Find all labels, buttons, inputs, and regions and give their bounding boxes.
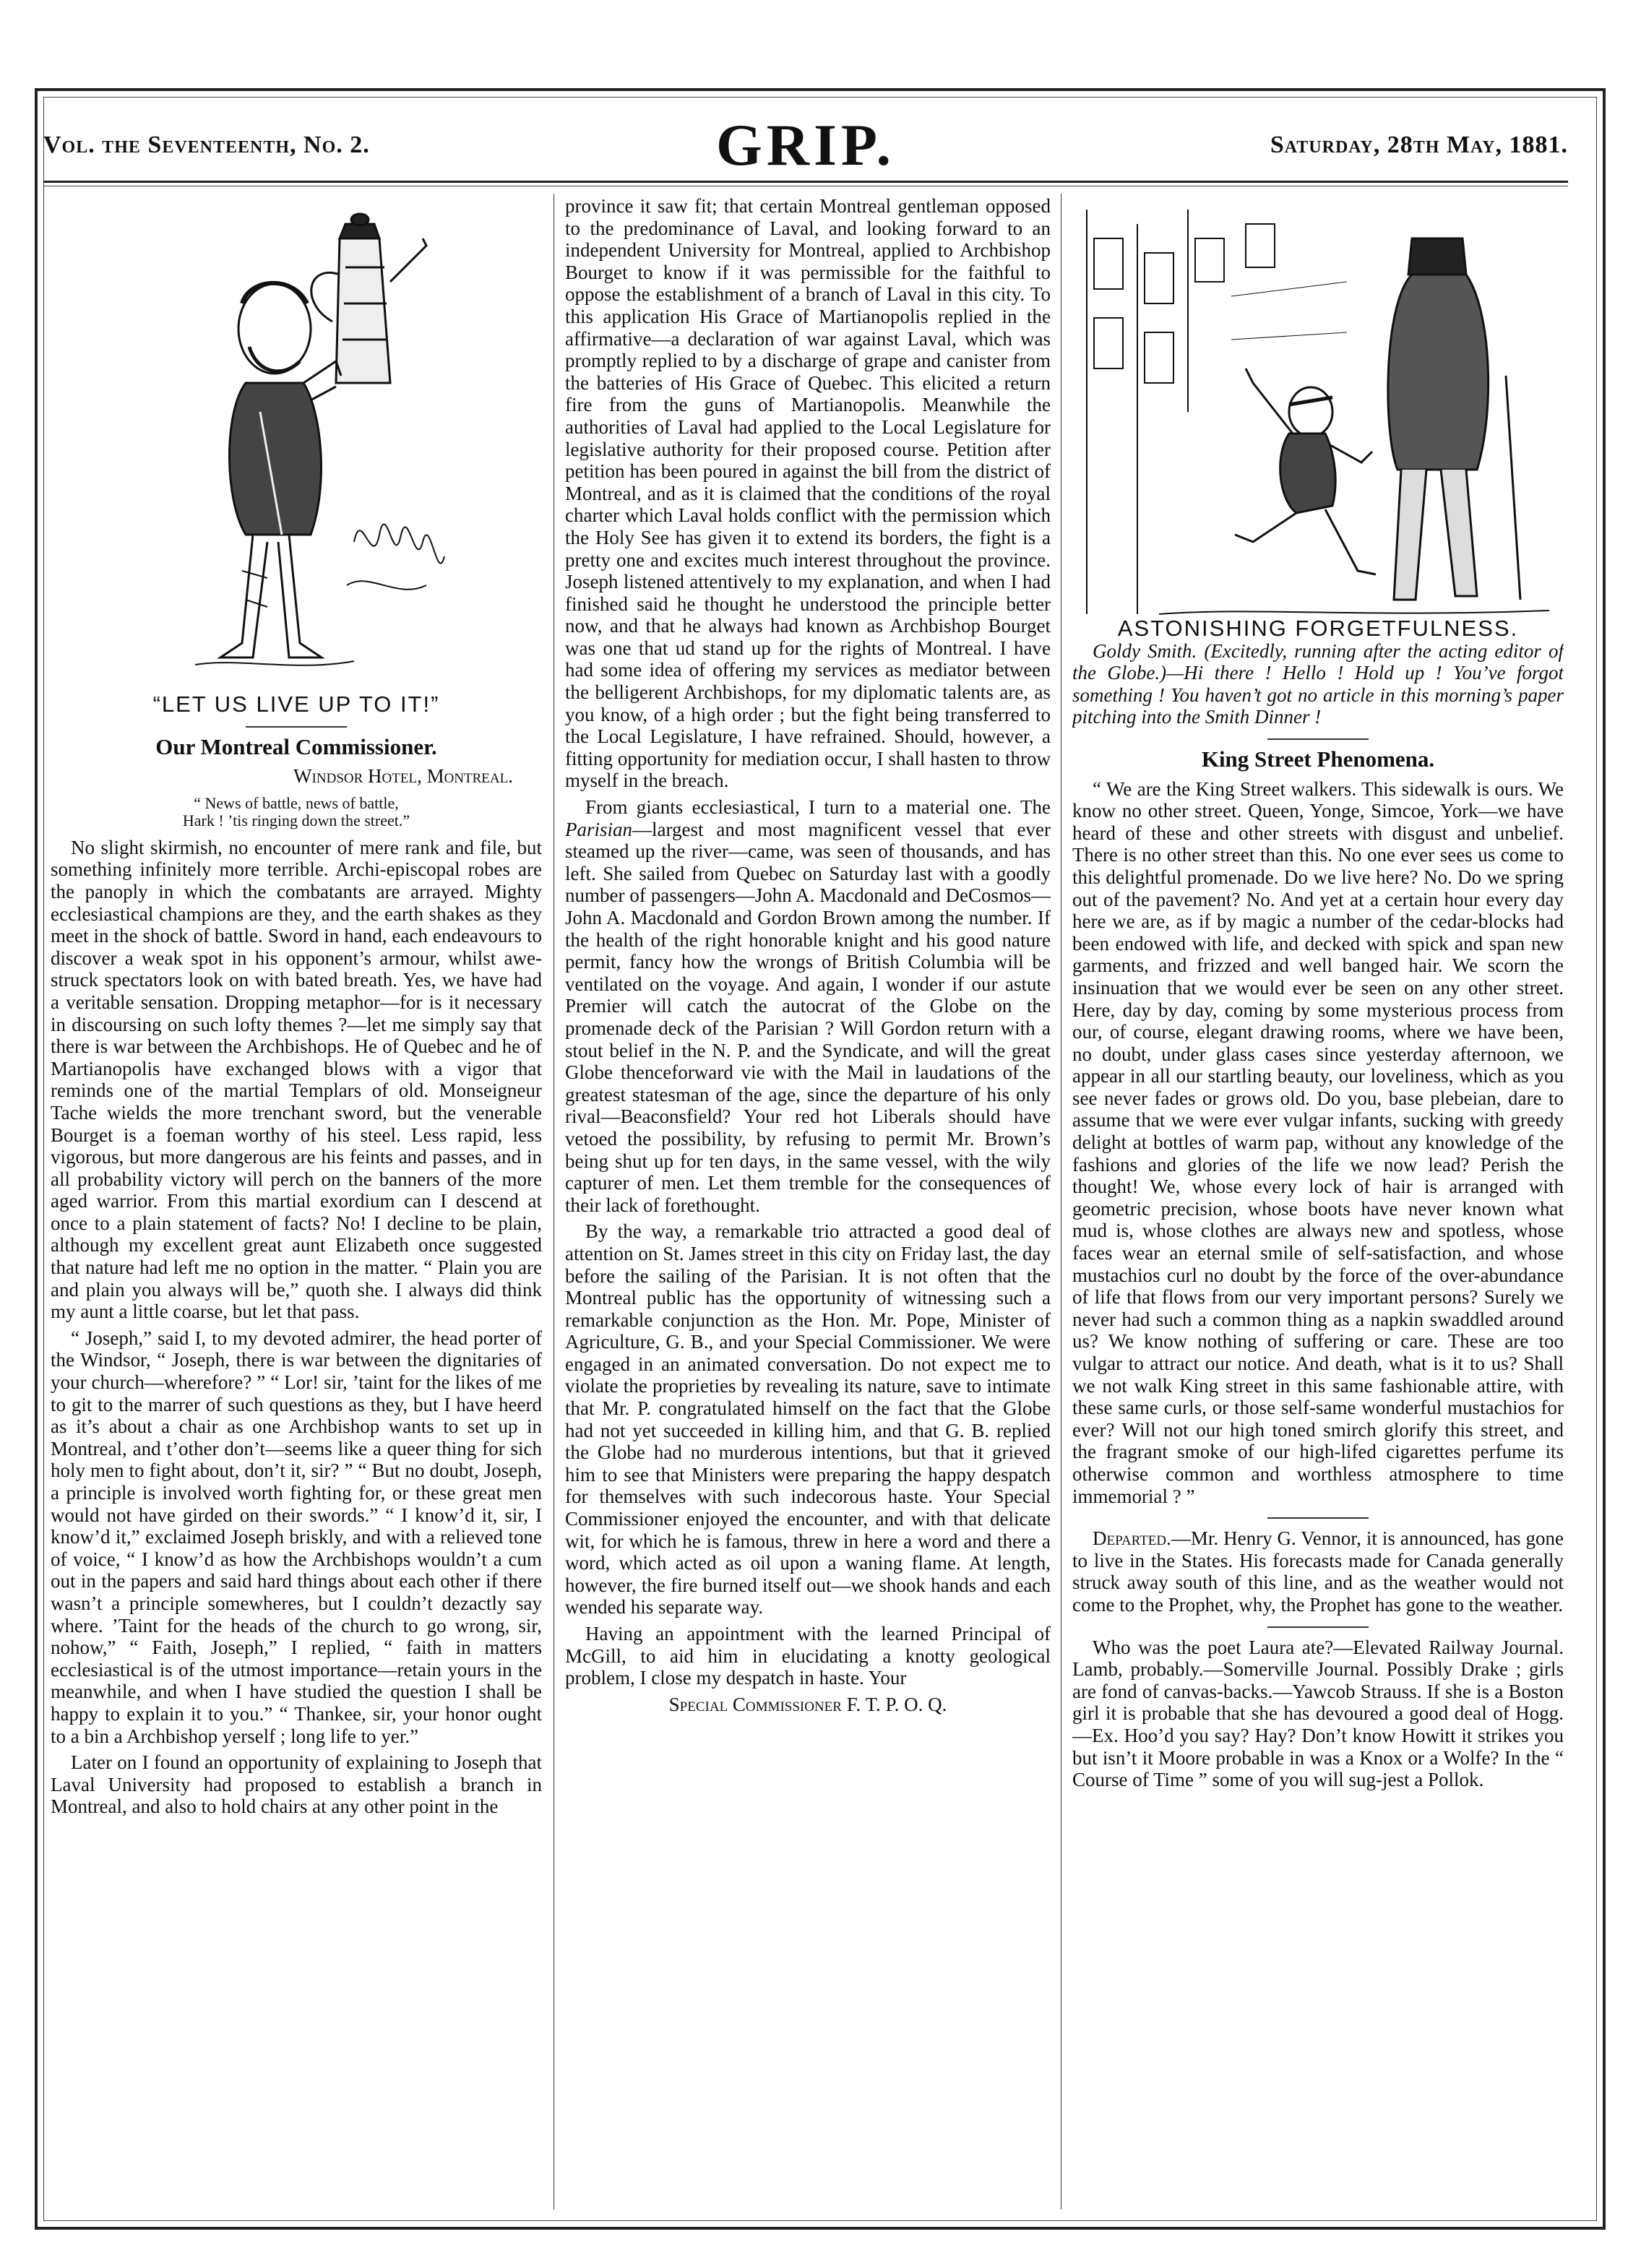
separator-rule (246, 726, 347, 728)
separator-rule (1267, 738, 1369, 740)
column-2 (565, 195, 1051, 2204)
epigraph-line-2: Hark ! ’tis ringing down the street.” (182, 811, 410, 829)
teapot-figure-illustration (51, 195, 542, 694)
article-paragraph: province it saw fit; that certain Montreal gentleman opposed to the predominance of Laval, and looking forward to an independent University for Montreal, applied to Archbishop Bourget to know if it was permissible for the faithful to oppose the establishment of a branch of Laval in this city. To this application His Grace of Martianopolis replied in the affirmative—a declaration of war against Laval, which was promptly replied to by a discharge of grape and canister from the batteries of His Grace of Quebec. This elicited a return fire from the guns of Martianopolis. Meanwhile the authorities of Laval had applied to the Local Legislature for legislative authority for their proposed course. Petition after petition has been poured in against the bill from the district of Montreal, and as it is claimed that the conditions of the royal charter which Laval holds conflict with the permission which the Holy See has given it to extend its borders, the fight is a pretty one and excites much interest throughout the province. Joseph listened attentively to my explanation, and when I had finished said he thought he understood the principle better now, and that he always had known as Archbishop Bourget was one that ud stand up for the rights of Montreal. I have had some idea of offering my services as mediator between the belligerent Archbishops, for my diplomatic talents are, as you know, of a high order ; but the fight being transferred to the Local Legislature, I have refrained. Should, however, a fitting opportunity for mediation occur, I shall hasten to throw myself in the breach. (565, 195, 1051, 792)
article-paragraph: By the way, a remarkable trio attracted a good deal of attention on St. James street in this city on Friday last, the day before the sailing of the Parisian. It is not often that the Montreal public has the opportunity of witnessing such a remarkable conjunction as the Hon. Mr. Pope, Minister of Agriculture, G. B., and your Special Commissioner. We were engaged in an animated conversation. Do not expect me to violate the proprieties by revealing its nature, save to intimate that Mr. P. congratulated himself on the fact that the Globe had not yet succeeded in killing him, and that G. B. replied the Globe had no murderous intentions, but that it grieved him to see that Ministers were preparing the happy despatch for themselves with such indecorous haste. Your Special Commissioner enjoyed the encounter, and with that delicate wit, for which he is famous, threw in here a word and there a word, which acted as oil upon a waning flame. At length, however, the fire burned itself out—we shook hands and each wended his separate way. (565, 1220, 1051, 1618)
epigraph-line-1: “ News of battle, news of battle, (194, 793, 399, 812)
article-dateline: Windsor Hotel, Montreal. (293, 765, 513, 788)
cartoon-caption: ASTONISHING FORGETFULNESS. (1117, 616, 1519, 641)
cartoon-astonishing-forgetfulness (1072, 195, 1564, 618)
article-heading-montreal: Our Montreal Commissioner. (155, 733, 437, 759)
article-paragraph: Who was the poet Laura ate?—Elevated Railway Journal. Lamb, probably.—Somerville Journal. Possibly Drake ; girls are fond of canvas-backs.—Yawcob Strauss. If she is a Boston girl it is probable that she has devoured a good deal of Hogg.—Ex. Hoo’d you say? Hay? Don’t know Howitt it strikes you but isn’t it Moore probable in was a Knox or a Wolfe? In the “ Course of Time ” some of you will sug-jest a Pollok. (1072, 1636, 1564, 1791)
text-run: From giants ecclesiastical, I turn to a material one. The (585, 796, 1051, 819)
text-run: —largest and most magnificent vessel that ever steamed up the river—came, was seen of thousands, and has left. She sailed from Quebec on Saturday last with a goodly number of passengers—John A. Macdonald and DeCosmos—John A. Macdonald and Gordon Brown among the number. If the health of the right honorable knight and his good nature permit, fancy how the wrongs of British Columbia will be ventilated on the voyage. And again, I wonder if our astute Premier will catch the autocrat of the Globe on the promenade deck of the Parisian ? Will Gordon return with a stout belief in the N. P. and the Syndicate, and will the great Globe thenceforward vie with the Mail in laudations of the greatest statesman of the age, since the departure of his only rival—Beaconsfield? Your red hot Liberals should have vetoed the possibility, by refusing to permit Mr. Brown’s being shut up for ten days, in the same vessel, with the wily capturer of men. Let them tremble for the consequences of their lack of forethought. (565, 818, 1051, 1216)
newspaper-title: GRIP. (716, 112, 895, 178)
caption-text-italic: Goldy Smith. (Excitedly, running after the acting editor of the Globe.)—Hi there ! Hello ! Hold up ! You’ve forgot something ! You haven’t got no article in this morning’s paper pitching into the Smith Dinner ! (1072, 639, 1564, 728)
article-paragraph-parisian (565, 796, 1051, 1216)
column-3 (1072, 195, 1564, 2204)
volume-number: Vol. the Seventeenth, No. 2. (43, 131, 370, 158)
article-paragraph: Having an appointment with the learned Principal of McGill, to aid him in elucidating a knotty geological problem, I close my despatch in haste. Your (565, 1623, 1051, 1689)
lead-in: Departed. (1093, 1527, 1171, 1550)
column-1 (51, 195, 542, 2204)
article-paragraph: No slight skirmish, no encounter of mere rank and file, but something infinitely more terrible. Archi-episcopal robes are the panoply in which the combatants are arrayed. Mighty ecclesiastical champions are they, and the earth shakes as they meet in the shock of battle. Sword in hand, each endeavours to discover a weak spot in his opponent’s armour, whilst awe-struck spectators look on with bated breath. Yes, we have had a veritable sensation. Dropping metaphor—for is it necessary in discoursing on such lofty themes ?—let me simply say that there is war between the Archbishops. He of Quebec and he of Martianopolis have exchanged blows with a vigor that reminds one of the martial Templars of old. Monseigneur Tache wields the more trenchant sword, but the venerable Bourget is a foeman worthy of his steel. Less rapid, less vigorous, but more dangerous are his feints and passes, and in all probability victory will perch on the banners of the more aged warrior. From this martial exordium can I descend at once to a plain statement of facts? No! I decline to be plain, although my excellent great aunt Elizabeth once suggested that nature had left me no option in the matter. “ Plain you are and plain you always will be,” quoth she. I always did think my aunt a little coarse, but let that pass. (51, 836, 542, 1323)
article-paragraph: “ We are the King Street walkers. This sidewalk is ours. We know no other street. Queen, Yonge, Simcoe, York—we have heard of these and other streets with disgust and unbelief. There is no other street than this. No one ever sees us come to this delightful promenade. Do we live here? No. Do we spring out of the pavement? No. And yet at a certain hour every day here we are, as if by magic a number of the cedar-blocks had been endowed with life, and decked with spick and span new garments, and frizzed and well banged hair. We scorn the insinuation that we would ever be seen on any other street. Here, day by day, coming by some mysterious process from our, of course, elegant drawing rooms, where we have been, no doubt, under glass cases since yesterday afternoon, we appear in all our startling beauty, our loveliness, which as you see never fades or grows old. Do you, base plebeian, dare to assume that we were ever vulgar infants, sucking with greedy delight at bottles of warm pap, without any knowledge of the fashions and glories of the life we now lead? Perish the thought! We, whose every lock of hair is arranged with geometric precision, whose boots have never known what mud is, whose clothes are always new and spotless, whose faces wear an eternal smile of self-satisfaction, and whose mustachios curl no doubt by the force of the over-abundance of life that flows from our very important persons? Surely we never had such a common thing as a napkin swaddled around us? We know nothing of suffering or care. These are too vulgar to attract our notice. And death, what is it to us? Shall we not walk King street in this same fashionable attire, with these same curls, or those self-same wonderful mustachios for ever? Will not our high toned smirch glorify this street, and the fragrant smoke of our high-lifed cigarettes perfume its otherwise common and worthless atmosphere to time immemorial ? ” (1072, 777, 1564, 1507)
cartoon-let-us-live-up-to-it (51, 195, 542, 694)
issue-date: Saturday, 28th May, 1881. (1270, 131, 1568, 158)
article-paragraph: Later on I found an opportunity of explaining to Joseph that Laval University had proposed to establish a branch in Montreal, and also to hold chairs at any other point in the (51, 1751, 542, 1818)
ship-name: Parisian (565, 818, 633, 840)
cartoon-caption-text (1072, 640, 1564, 728)
cartoon-caption: “LET US LIVE UP TO IT!” (152, 691, 440, 717)
text-run: —Mr. Henry G. Vennor, it is announced, has gone to live in the States. His forecasts made for Canada generally struck away south of this line, and as the weather would not come to the Prophet, why, the Prophet has gone to the weather. (1072, 1527, 1564, 1616)
separator-rule (1267, 1626, 1369, 1628)
article-signoff: Special Commissioner F. T. P. O. Q. (668, 1693, 947, 1715)
street-chase-illustration (1072, 195, 1564, 618)
article-paragraph: “ Joseph,” said I, to my devoted admirer, the head porter of the Windsor, “ Joseph, there is war between the dignitaries of your church—wherefore? ” “ Lor! sir, ’taint for the likes of me to git to the marrer of such questions as they, but I have heerd as it’s about a chair as one Archbishop wants to set up in Montreal, and t’other don’t—seems like a queer thing for sich holy men to fight about, don’t it, sir? ” “ But no doubt, Joseph, a principle is involved worth fighting for, or these great men would not have girded on their swords.” “ I know’d it, sir, I know’d it,” exclaimed Joseph briskly, and with a relieved tone of voice, “ I know’d as how the Archbishops wouldn’t a cum out in the papers and said hard things about each other if there wasn’t a principle somewheres, but I couldn’t dezactly say where. ’Taint for the heads of the church to go wrong, sir, nohow,” “ Faith, Joseph,” I replied, “ faith in matters ecclesiastical is of the utmost importance—retain yours in the meanwhile, and when I have studied the question I shall be happy to explain it to you.” “ Thankee, sir, your honor ought to a bin a Archbishop yerself ; long life to yer.” (51, 1327, 542, 1747)
article-paragraph-departed (1072, 1527, 1564, 1616)
article-heading-king-street: King Street Phenomena. (1201, 746, 1435, 772)
masthead-rule (43, 181, 1568, 183)
separator-rule (1267, 1517, 1369, 1519)
epigraph (51, 795, 542, 829)
masthead (43, 112, 1568, 195)
